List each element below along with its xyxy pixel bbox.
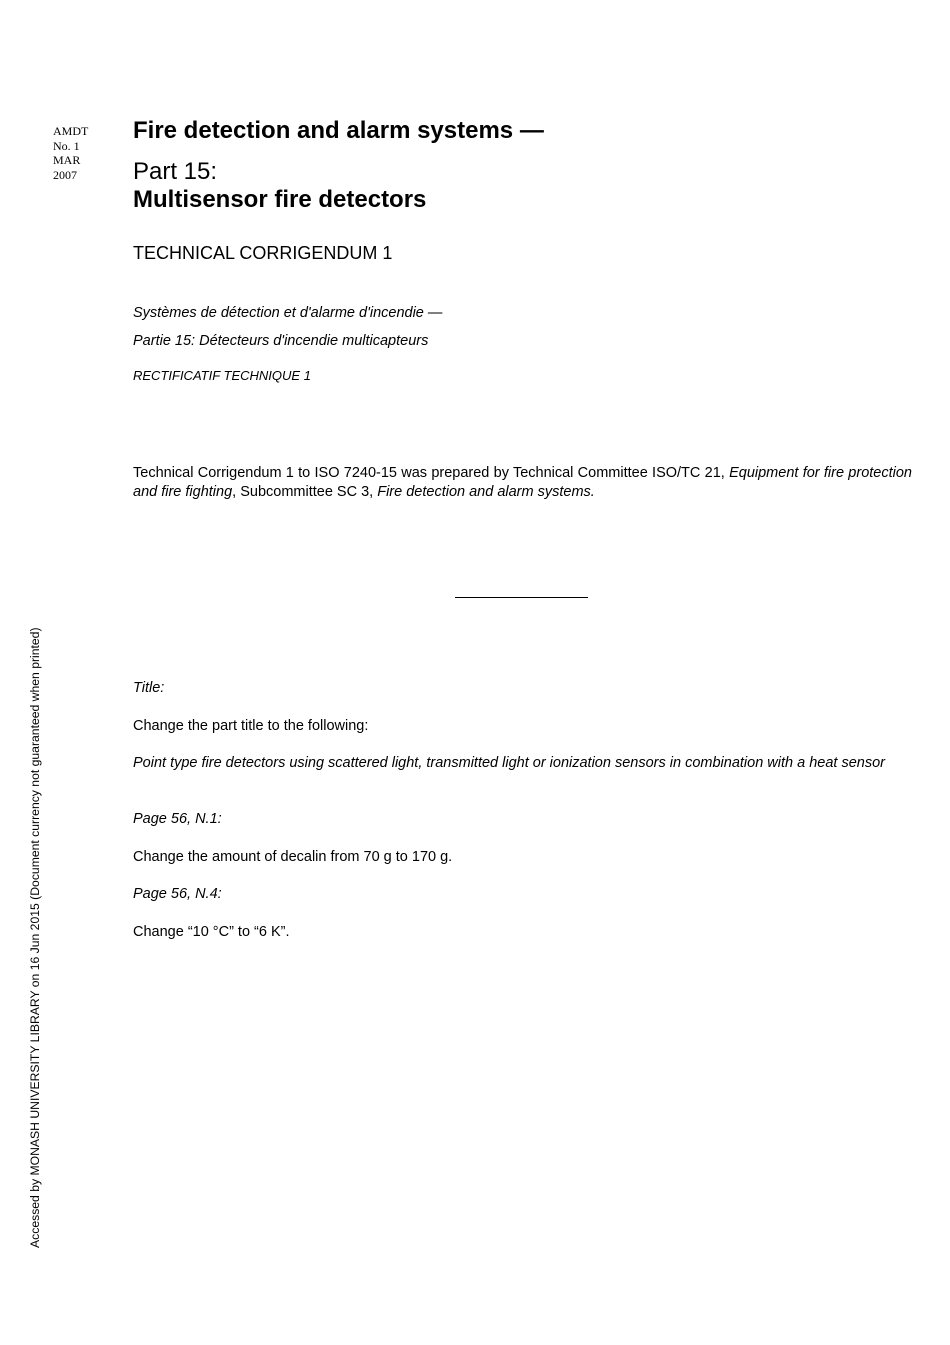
corrigendum-label: TECHNICAL CORRIGENDUM 1 bbox=[133, 243, 393, 263]
part-title: Multisensor fire detectors bbox=[133, 186, 427, 213]
committee-name: Equipment for fire protection and fire fighting bbox=[133, 465, 912, 500]
title-label: Title: bbox=[133, 680, 165, 696]
separator-rule bbox=[455, 597, 588, 598]
page-reference-1: Page 56, N.1: bbox=[133, 811, 222, 827]
new-part-title: Point type fire detectors using scattered light, transmitted light or ionization sensors in combination with a heat sensor bbox=[133, 755, 885, 771]
document-title: Fire detection and alarm systems — bbox=[133, 117, 544, 144]
french-title-line-2: Partie 15: Détecteurs d'incendie multicapteurs bbox=[133, 333, 429, 349]
french-corrigendum-label: RECTIFICATIF TECHNIQUE 1 bbox=[133, 368, 311, 383]
amendment-marker bbox=[53, 124, 113, 182]
temperature-correction: Change “10 °C” to “6 K”. bbox=[133, 924, 290, 940]
amendment-line: AMDT bbox=[53, 124, 89, 138]
preparation-text: , Subcommittee SC 3, bbox=[232, 484, 378, 500]
amendment-line: MAR bbox=[53, 153, 81, 167]
page-reference-2: Page 56, N.4: bbox=[133, 886, 222, 902]
change-title-instruction: Change the part title to the following: bbox=[133, 718, 369, 734]
preparation-text: Technical Corrigendum 1 to ISO 7240-15 was prepared by Technical Committee ISO/TC 21, bbox=[133, 465, 730, 481]
part-number: Part 15: bbox=[133, 158, 218, 185]
amendment-line: 2007 bbox=[53, 167, 77, 182]
subcommittee-name: Fire detection and alarm systems. bbox=[377, 484, 595, 500]
french-title-line-1: Systèmes de détection et d'alarme d'incendie — bbox=[133, 305, 443, 321]
amendment-line: No. 1 bbox=[53, 138, 80, 153]
preparation-paragraph bbox=[133, 464, 912, 502]
decalin-correction: Change the amount of decalin from 70 g to 170 g. bbox=[133, 849, 453, 865]
access-side-note: Accessed by MONASH UNIVERSITY LIBRARY on 16 Jun 2015 (Document currency not guaranteed when printed) bbox=[28, 627, 42, 1248]
